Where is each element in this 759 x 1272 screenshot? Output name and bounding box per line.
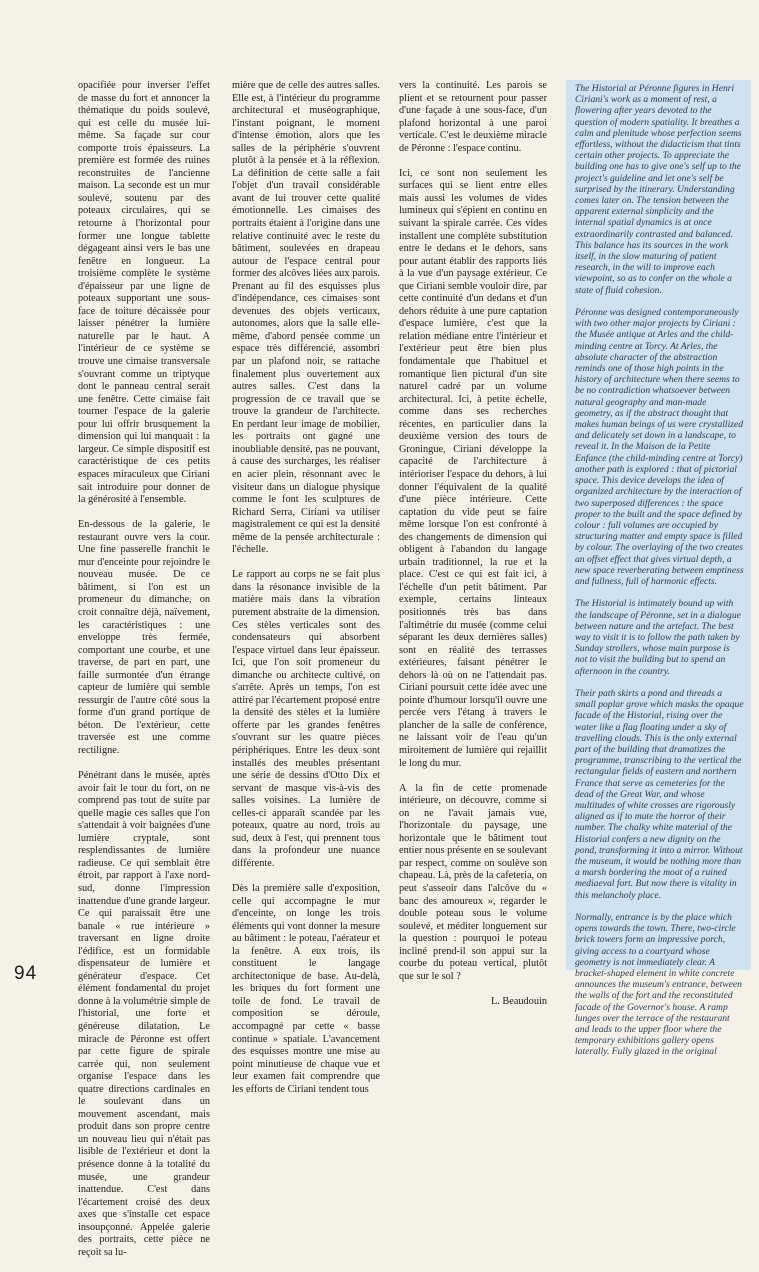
- paragraph: En-dessous de la galerie, le restaurant ouvre vers la cour. Une fine passerelle franchit le mur d'enceinte pour rejoindre le nouveau musée. De ce bâtiment, si l'on est un promeneur du dimanche, on croit connaître déjà, naïvement, les caractéristiques : une enveloppe très fermée, comportant une courbe, et une traverse, de part en part, une faille surmontée d'un étrange capteur de lumière qui semble ressurgir de l'autre côté sous la forme d'un grand portique de béton. De l'extérieur, cette traversée est une comme rectiligne.: [78, 519, 210, 756]
- paragraph: Pénétrant dans le musée, après avoir fait le tour du fort, on ne comprend pas tout de suite par quelle magie ces salles que l'on s'attendait à voir baignées d'une lumière cryptale, sont resplendissantes de lumière radieuse. Ce qui semblait être étroit, par rapport à l'axe nord-sud, donne l'impression inattendue d'une grande largeur. Ce qui paraissait être une banale « rue intérieure » traversant en ligne droite l'édifice, est un formidable dispensateur de lumière et générateur d'espace. Cet élément fondamental du projet donne à la volumétrie simple de l'historial, une forte et généreuse dilatation. Le miracle de Péronne est offert par cette figure de spirale carrée qui, non seulement organise l'espace dans les quatre directions cardinales en le soulevant dans un mouvement ascendant, mais produit dans son propre centre un nouveau lieu qui n'était pas lisible de l'extérieur et dont la présence donne à la totalité du musée, une grandeur inattendue. C'est dans l'écartement croisé des deux axes que s'installe cet espace insoupçonné. Appelée galerie des portraits, cette pièce ne reçoit sa lu-: [78, 770, 210, 1258]
- paragraph: A la fin de cette promenade intérieure, on découvre, comme si on ne l'avait jamais vue, l'horizontale du paysage, une horizontale que le bâtiment tout entier nous présente en se soulevant par respect, comme on soulève son chapeau. Là, près de la cafeteria, on peut s'asseoir dans l'alcôve du « banc des amoureux », regarder le double poteau sous le volume soulevé, et méditer longuement sur la question : pourquoi le poteau incliné prend-il son appui sur la courbe du poteau vertical, plutôt que sur le sol ?: [399, 782, 547, 982]
- paragraph: The Historial at Péronne figures in Henri Ciriani's work as a moment of rest, a flowering after years devoted to the question of modern spatiality. It breathes a calm and plenitude whose perfection seems effortless, without the didacticism that tints certain other projects. To appreciate the building one has to give one's self up to the project's guideline and let one's self be surprised by the itinerary. Understanding comes later on. The tension between the apparent external simplicity and the internal spatial dynamics is at once extraordinarily contrasted and balanced. This balance has its sources in the work itself, in the slow maturing of patient research, in the will to improve each viewpoint, so as to confer on the whole a state of fluid cohesion.: [575, 83, 742, 296]
- text-column-1: [78, 80, 210, 1272]
- paragraph: vers la continuité. Les parois se plient et se retournent pour passer d'une façade à une sous-face, d'un plafond horizontal à une paroi verticale. C'est le deuxième miracle de Péronne : l'espace continu.: [399, 80, 547, 154]
- paragraph: mière que de celle des autres salles. Elle est, à l'intérieur du programme architectural et muséographique, l'instant poignant, le moment d'intense émotion, alors que les salles de la périphérie s'ouvrent plutôt à la pensée et à la réflexion. La définition de cette salle a fait l'objet d'un travail considérable avant de lui trouver cette qualité émotionnelle. Les cimaises des portraits étaient à l'origine dans une relative continuité avec le reste du bâtiment, soulevées en drapeau autour de l'espace central pour former des alcôves liées aux parois. Prenant au fil des esquisses plus d'indépendance, ces cimaises sont devenues des objets verticaux, autonomes, alors que la salle elle-même, d'abord pensée comme un espace très différencié, assombri par un plafond noir, se rattache finalement plus ouvertement aux autres salles. C'est dans la progression de ce travail que se trouve la grandeur de l'architecte. En perdant leur image de mobilier, les portraits ont gagné une inoubliable densité, pas ne pouvant, à cause des surcharges, les réaliser en acier plein, résonnant avec le visiteur dans un dialogue physique comme le font les sculptures de Richard Serra, Ciriani va utiliser magistralement ce qui est la densité même de la pensée architecturale : l'échelle.: [232, 80, 380, 556]
- paragraph: Le rapport au corps ne se fait plus dans la résonance invisible de la matière mais dans la vibration purement abstraite de la dimension. Ces stèles verticales sont des condensateurs qui absorbent l'espace virtuel dans leur épaisseur. Ici, que l'on soit promeneur du dimanche ou architecte cultivé, on s'arrête. Après un temps, l'on est attiré par l'écartement proposé entre la densité des stèles et la lumière offerte par les grandes fenêtres s'ouvrant sur les quatre pièces périphériques. Entre les deux sont installés des meubles présentant une série de dessins d'Otto Dix et servant de masque vis-à-vis des salles voisines. La lumière de celles-ci apparaît scandée par les poteaux, quatre au nord, trois au sud, deux à l'est, qui prennent tous dans la profondeur une nuance différente.: [232, 569, 380, 869]
- paragraph: Dès la première salle d'exposition, celle qui accompagne le mur d'enceinte, on longe les trois éléments qui vont donner la mesure au bâtiment : le poteau, l'aérateur et la fenêtre. A eux trois, ils constituent le langage architectonique de base. Au-delà, les briques du fort forment une toile de fond. Le travail de composition se déroule, accompagné par cette « basse continue » spatiale. L'avancement des esquisses montre une mise au point minutieuse de chaque vue et leur examen fait comprendre que les efforts de Ciriani tendent tous: [232, 883, 380, 1095]
- paragraph: Normally, entrance is by the place which opens towards the town. There, two-circle brick towers form an impressive porch, giving access to a courtyard whose geometry is not immediately clear. A bracket-shaped element in white concrete announces the museum's entrance, between the walls of the fort and the reconstituted facade of the Governor's house. A ramp lunges over the terrace of the restaurant and leads to the upper floor where the temporary exhibitions gallery opens laterally. Fully glazed in the original: [575, 911, 742, 1058]
- author-signature: L. Beaudouin: [490, 995, 547, 1007]
- paragraph: Péronne was designed contemporaneously with two other major projects by Ciriani : the Musée antique at Arles and the child-minding centre at Torcy. At Arles, the absolute character of the abstraction reminds one of those high points in the history of architecture when there seems to be no contradiction whatsoever between natural geography and man-made geometry, as if the abstract thought that makes human beings of us were crystallized and delicately set down in a landscape, to reveal it. In the Maison de la Petite Enfance (the child-minding centre at Torcy) another path is explored : that of pictorial space. This device develops the idea of organized architecture by the interaction of two superposed differences : the space proper to the built and the space defined by colour : full volumes are occupied by structuring matter and empty space is filled by colour. The overlaying of the two creates an offset effect that gives virtual depth, a new space reverberating between emptiness and fullness, full of harmonic effects.: [575, 307, 744, 587]
- paragraph: Ici, ce sont non seulement les surfaces qui se lient entre elles mais aussi les volumes de vides lumineux qui s'épient en continu en suivant la spirale carrée. Ces vides installent une complète substitution entre le dedans et le dehors, sans pour autant établir des rapports liés à la vue d'un paysage extérieur. Ce que Ciriani semble vouloir dire, par cette continuité d'un dedans et d'un dehors réduite à une pure captation d'espace lumière, c'est que la relation médiane entre l'intérieur et l'extérieur peut être bien plus fondamentale que l'habituel et romantique lien pictural d'un site naturel cadré par un volume architectural. Ici, à petite échelle, comme dans ses recherches récentes, en particulier dans la deuxième version des tours de Groningue, Ciriani développe la capacité de l'architecture à intérioriser l'espace du dehors, à lui donner l'équivalent de la qualité d'une pièce intérieure. Cette captation du vide peut se faire même lorsque l'on est confronté à des changements de dimension qui obligent à l'abandon du langage urbain traditionnel, la rue et la place. C'est ce qui est fait ici, à l'échelle d'un petit bâtiment. Par exemple, certains linteaux positionnés très bas dans l'altimétrie du musée (comme celui séparant les deux dernières salles) sont en réalité des terrasses extérieures, faisant pénétrer le dehors là où on ne l'attendait pas. Ciriani poursuit cette idée avec une pointe d'humour lorsqu'il ouvre une percée vers l'étang à travers le plancher de la salle de conférence, ne laissant voir de l'eau qu'un miroitement de lumière qui rejaillit le long du mur.: [399, 167, 547, 769]
- text-column-3: [399, 80, 547, 1021]
- paragraph: The Historial is intimately bound up with the landscape of Péronne, set in a dialogue between nature and the artefact. The best way to visit it is to follow the path taken by Sunday strollers, whose main purpose is not to visit the building but to spend an afternoon in the country.: [575, 598, 741, 677]
- page-number: 94: [14, 963, 38, 984]
- paragraph: Their path skirts a pond and threads a small poplar grove which masks the opaque facade of the Historial, rising over the water like a flag floating under a sky of travelling clouds. This is the only external part of the building that dramatizes the programme, transcribing to the vertical the rectangular fields of eastern and northern France that serve as cemeteries for the dead of the Great War, and whose multitudes of white crosses are rigorously aligned as if to mute the horror of their number. The chalky white material of the Historial confers a new dignity on the pond, transforming it into a mirror. Without the museum, it would be nothing more than a marsh bordering the moat of a ruined mediaeval fort. But now there is vitality in this melancholy place.: [575, 687, 744, 901]
- text-column-2: [232, 80, 380, 1109]
- english-summary-sidebar: [566, 80, 751, 1058]
- paragraph: opacifiée pour inverser l'effet de masse du fort et annoncer la thématique du poids soulevé, qui est celle du musée lui-même. Sa façade sur cour comporte trois épaisseurs. La première est formée des ruines reconstruites de l'ancienne maison. La seconde est un mur soulevé, soutenu par des poteaux circulaires, qui se retourne à l'horizontal pour former une longue tablette dégageant ainsi vers le bas une fenêtre en longueur. La troisième complète le système d'épaisseur par une ligne de poteaux supportant une sous-face de toiture décaissée pour laisser pénétrer la lumière naturelle par le haut. A l'intérieur de ce système se trouve une cimaise transversale s'ouvrant comme un triptyque dont le panneau central serait une fenêtre. Cette cimaise fait tourner l'espace de la galerie pour lui offrir brusquement la dimension qui lui manquait : la largeur. Ce simple dispositif est caractéristique de ces petits espaces miraculeux que Ciriani sait introduire pour donner de la générosité à l'ensemble.: [78, 80, 210, 506]
